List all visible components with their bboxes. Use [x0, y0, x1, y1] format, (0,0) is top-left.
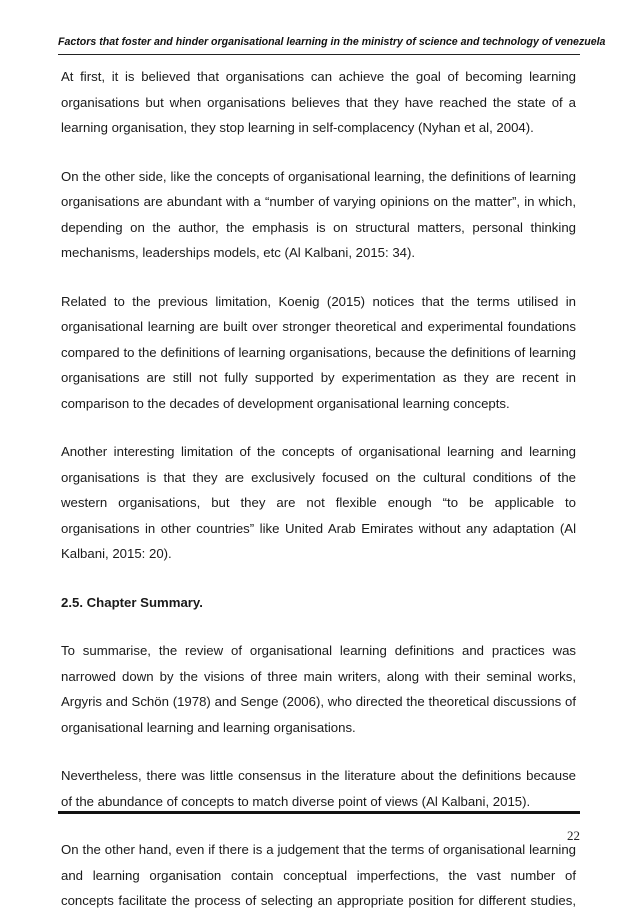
footer-divider: [58, 811, 580, 814]
paragraph: Another interesting limitation of the concepts of organisational learning and learning organisations is that they are exclusively focused on the cultural conditions of the western organisations, but they are not flexible enough “to be applicable to organisations in other countries” like United Arab Emirates without any adaptation (Al Kalbani, 2015: 20).: [61, 444, 576, 561]
paragraph: Nevertheless, there was little consensus in the literature about the definitions because of the abundance of concepts to match diverse point of views (Al Kalbani, 2015).: [61, 768, 576, 809]
paragraph: On the other hand, even if there is a judgement that the terms of organisational learning and learning organisation contain conceptual imperfections, the vast number of concepts facilitate the process of selecting an appropriate position for different studies,: [61, 842, 576, 908]
section-heading: 2.5. Chapter Summary.: [61, 594, 203, 610]
page-number: 22: [567, 828, 580, 843]
paragraph: At first, it is believed that organisations can achieve the goal of becoming learning organisations but when organisations believes that they have reached the state of a learning organisation, they stop learning in self-complacency (Nyhan et al, 2004).: [61, 69, 576, 135]
running-header: Factors that foster and hinder organisational learning in the ministry of science and technology of venezuela: [58, 36, 606, 48]
paragraph: To summarise, the review of organisational learning definitions and practices was narrowed down by the visions of three main writers, along with their seminal works, Argyris and Schön (1978) and Senge (2006), who directed the theoretical discussions of organisational learning and learning organisations.: [61, 643, 576, 735]
header-divider: [58, 54, 580, 55]
paragraph: On the other side, like the concepts of organisational learning, the definitions of learning organisations are abundant with a “number of varying opinions on the matter”, in which, depending on the author, the emphasis is on structural matters, personal thinking mechanisms, leaderships models, etc (Al Kalbani, 2015: 34).: [61, 168, 576, 260]
body-text: [61, 64, 576, 914]
paragraph: Related to the previous limitation, Koenig (2015) notices that the terms utilised in organisational learning are built over stronger theoretical and experimental foundations compared to the definitions of learning organisations, because the definitions of learning organisations are still not fully supported by experimentation as they are recent in comparison to the decades of development organisational learning concepts.: [61, 293, 576, 411]
